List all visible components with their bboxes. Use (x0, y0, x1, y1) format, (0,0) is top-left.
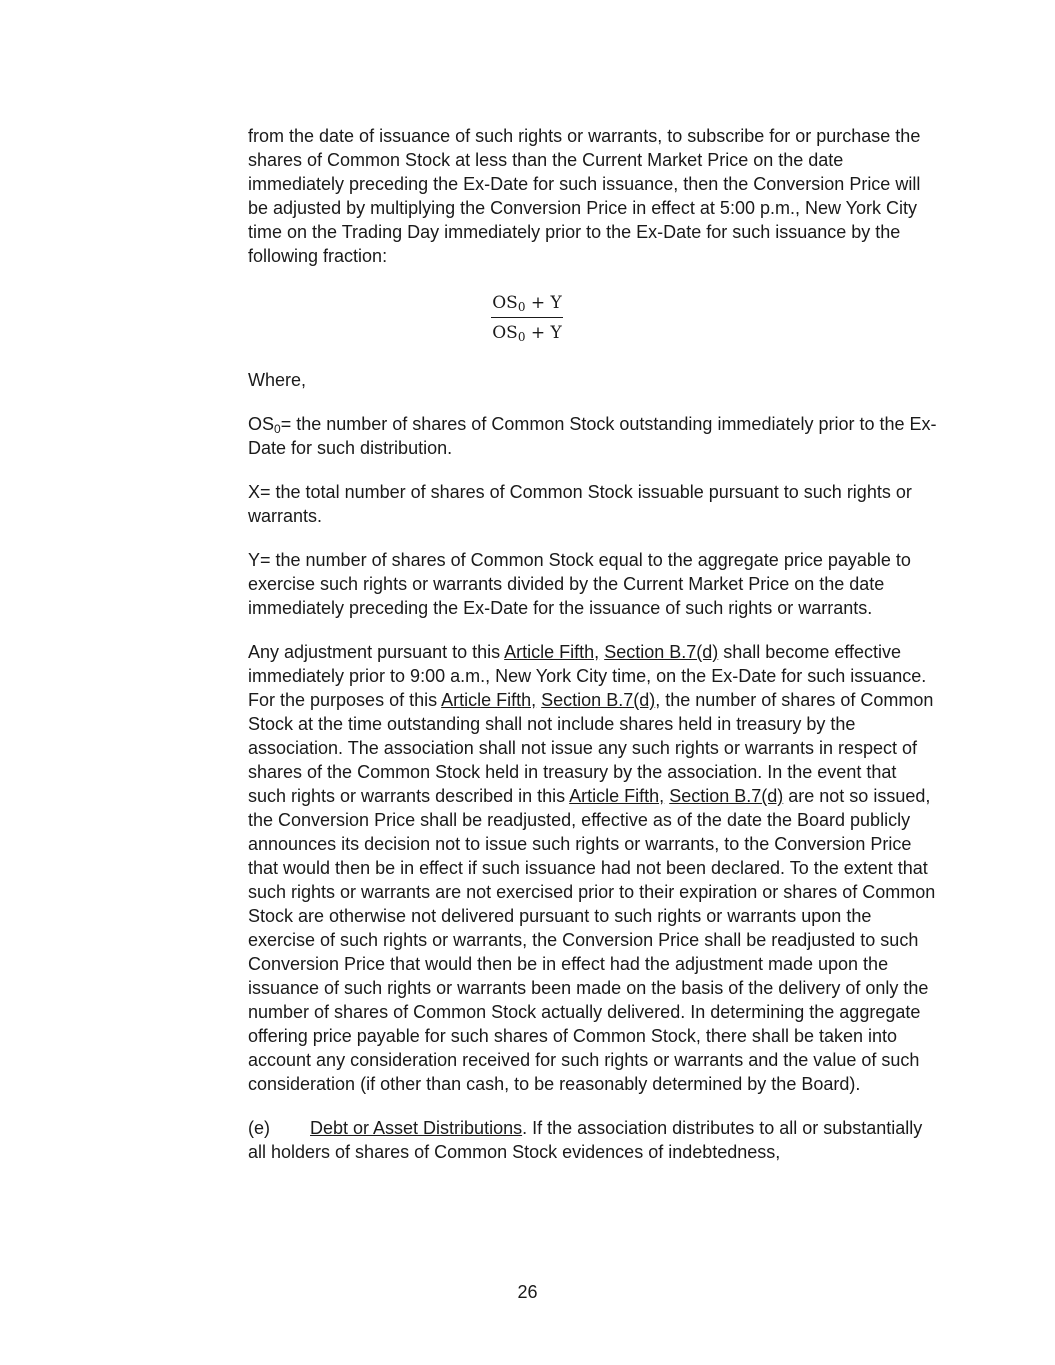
conversion-fraction (491, 290, 563, 346)
adjustment-paragraph: Any adjustment pursuant to this Article Fifth, Section B.7(d) shall become effective immediately prior to 9:00 a.m., New York City time, on the Ex-Date for such issuance. For the purposes of this Article Fifth, Section B.7(d), the number of shares of Common Stock at the time outstanding shall not include shares held in treasury by the association. The association shall not issue any such rights or warrants in respect of shares of the Common Stock held in treasury by the association. In the event that such rights or warrants described in this Article Fifth, Section B.7(d) are not so issued, the Conversion Price shall be readjusted, effective as of the date the Board publicly announces its decision not to issue such rights or warrants, to the Conversion Price that would then be in effect if such issuance had not been declared. To the extent that such rights or warrants are not exercised prior to their expiration or shares of Common Stock are otherwise not delivered pursuant to such rights or warrants upon the exercise of such rights or warrants, the Conversion Price shall be readjusted to such Conversion Price that would then be in effect had the adjustment made upon the issuance of such rights or warrants been made on the basis of the delivery of only the number of shares of Common Stock actually delivered. In determining the aggregate offering price payable for such shares of Common Stock, there shall be taken into account any consideration received for such rights or warrants and the value of such consideration (if other than cash, to be reasonably determined by the Board). (248, 642, 936, 1094)
section-e-label: (e) (248, 1118, 270, 1138)
section-e-heading: Debt or Asset Distributions (310, 1118, 523, 1138)
section-reference: Section B.7(d) (669, 786, 784, 806)
article-fifth-reference: Article Fifth, (441, 690, 537, 710)
where-label: Where, (248, 370, 307, 390)
page-number: 26 (517, 1282, 538, 1302)
section-reference: Section B.7(d) (541, 690, 656, 710)
section-reference: Section B.7(d) (604, 642, 719, 662)
article-fifth-reference: Article Fifth, (504, 642, 600, 662)
definition-os0: $OS_0=$ the number of shares of Common Stock outstanding immediately prior to the Ex-Date for such distribution. (248, 414, 937, 458)
definition-y: Y= the number of shares of Common Stock equal to the aggregate price payable to exercise such rights or warrants divided by the Current Market Price on the date immediately preceding the Ex-Date for the issuance of such rights or warrants. (248, 550, 911, 618)
section-e-paragraph: (e) Debt or Asset Distributions. If the association distributes to all or substantially all holders of shares of Common Stock evidences of indebtedness, (248, 1118, 923, 1162)
fraction-bar (491, 317, 563, 318)
article-fifth-reference: Article Fifth, (569, 786, 665, 806)
fraction-denominator: $OS_0 + Y$ (492, 323, 562, 344)
intro-paragraph: from the date of issuance of such rights or warrants, to subscribe for or purchase the shares of Common Stock at less than the Current Market Price on the date immediately preceding the Ex-Date for such issuance, then the Conversion Price will be adjusted by multiplying the Conversion Price in effect at 5:00 p.m., New York City time on the Trading Day immediately prior to the Ex-Date for such issuance by the following fraction: (248, 126, 921, 266)
definition-x: X= the total number of shares of Common Stock issuable pursuant to such rights or warrants. (248, 482, 912, 526)
fraction-numerator: $OS_0 + Y$ (492, 293, 562, 314)
document-page (248, 124, 938, 1184)
